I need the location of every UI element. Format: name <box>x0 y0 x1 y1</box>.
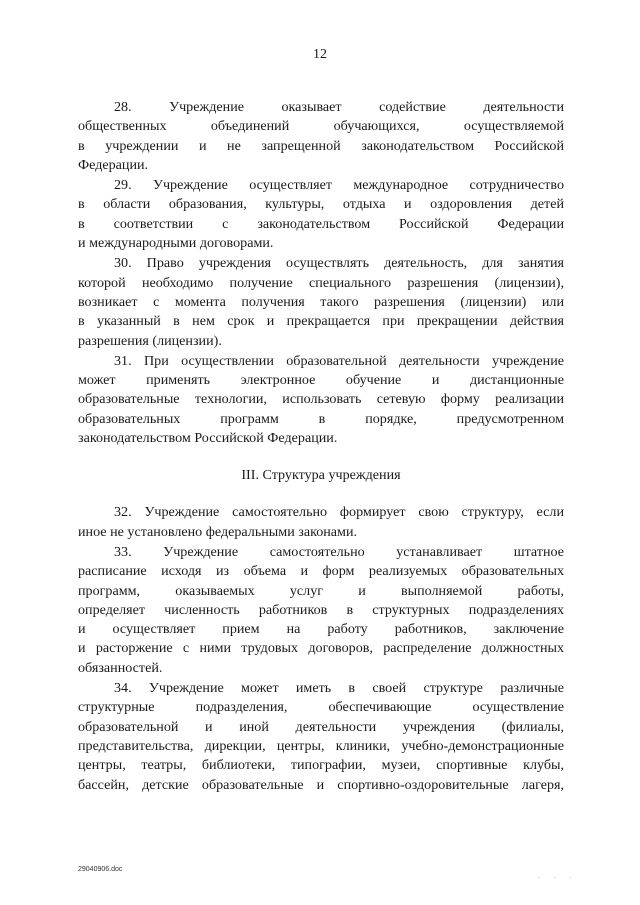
clause-line: в соответствии с законодательством Российской Федерации <box>78 215 564 232</box>
clause-paragraph <box>78 543 564 678</box>
clause-line: Федерации. <box>78 156 149 173</box>
clause-line: может применять электронное обучение и дистанционные <box>78 372 564 389</box>
clause-line: законодательством Российской Федерации. <box>78 430 338 447</box>
clause-paragraph <box>78 679 564 795</box>
clause-line: возникает с момента получения такого разрешения (лицензии) или <box>78 293 564 310</box>
clause-line: в учреждении и не запрещенной законодательством Российской <box>78 137 564 154</box>
clause-line: расписание исходя из объема и форм реализуемых образовательных <box>78 563 564 580</box>
clause-line: 33. Учреждение самостоятельно устанавливает штатное <box>114 543 564 560</box>
footer-filename: 29040906.doc <box>78 866 123 873</box>
clause-paragraph <box>78 176 564 253</box>
clause-line: 28. Учреждение оказывает содействие деятельности <box>114 99 564 115</box>
clause-line: образовательной и иной деятельности учреждения (филиалы, <box>78 718 564 735</box>
clause-line: и расторжение с ними трудовых договоров, распределение должностных <box>78 640 564 657</box>
clause-line: в области образования, культуры, отдыха и оздоровления детей <box>78 196 564 213</box>
clause-paragraph <box>78 352 564 448</box>
clause-line: иное не установлено федеральными законами. <box>78 523 358 540</box>
clause-line: представительства, дирекции, центры, клиники, учебно-демонстрационные <box>78 737 564 754</box>
clause-line: и международными договорами. <box>78 235 274 252</box>
clauses-before-section <box>78 98 564 448</box>
clause-line: определяет численность работников в структурных подразделениях <box>78 601 564 618</box>
clause-paragraph <box>78 98 564 175</box>
clause-line: в указанный в нем срок и прекращается при прекращении действия <box>78 313 564 330</box>
clause-line: общественных объединений обучающихся, осуществляемой <box>78 118 564 135</box>
clause-paragraph <box>78 254 564 350</box>
clause-line: образовательные технологии, использовать сетевую форму реализации <box>78 391 564 408</box>
clause-line: структурные подразделения, обеспечивающие осуществление <box>78 699 564 716</box>
clause-paragraph <box>78 503 564 542</box>
clause-line: 30. Право учреждения осуществлять деятельность, для занятия <box>114 255 564 272</box>
clause-line: обязанностей. <box>78 659 163 676</box>
clause-line: 31. При осуществлении образовательной деятельности учреждение <box>114 352 564 369</box>
clause-line: образовательных программ в порядке, предусмотренном <box>78 410 564 427</box>
clause-line: которой необходимо получение специального разрешения (лицензии), <box>78 274 564 291</box>
clause-line: и осуществляет прием на работу работников, заключение <box>78 621 564 638</box>
clause-line: 34. Учреждение может иметь в своей структуре различные <box>114 680 564 697</box>
clauses-after-section <box>78 503 564 794</box>
clause-line: 32. Учреждение самостоятельно формирует свою структуру, если <box>114 504 564 521</box>
section-heading: III. Структура учреждения <box>241 467 401 484</box>
scan-marks: · · · <box>538 875 578 882</box>
clause-line: программ, оказываемых услуг и выполняемой работы, <box>78 582 564 599</box>
clause-line: бассейн, детские образовательные и спортивно-оздоровительные лагеря, <box>78 776 564 793</box>
page-number: 12 <box>313 47 327 62</box>
clause-line: разрешения (лицензии). <box>78 332 222 349</box>
document-body <box>78 98 564 796</box>
clause-line: 29. Учреждение осуществляет международное сотрудничество <box>114 177 564 194</box>
clause-line: центры, театры, библиотеки, типографии, музеи, спортивные клубы, <box>78 757 564 774</box>
